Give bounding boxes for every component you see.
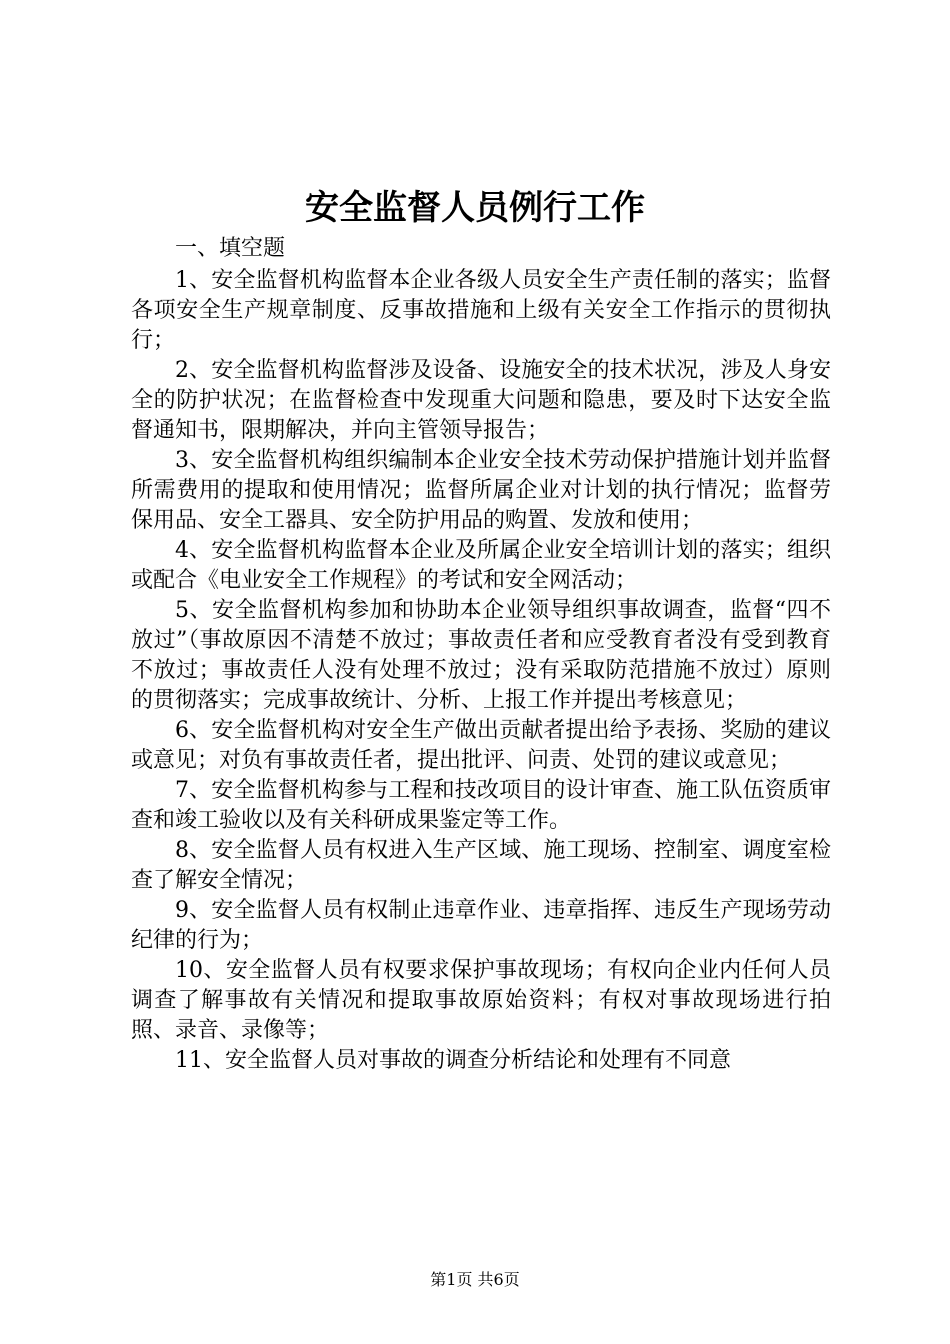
paragraph-9: 9、安全监督人员有权制止违章作业、违章指挥、违反生产现场劳动纪律的行为； — [131, 898, 831, 953]
page-footer — [0, 1270, 950, 1290]
paragraph-6: 6、安全监督机构对安全生产做出贡献者提出给予表扬、奖励的建议或意见；对负有事故责任者，提出批评、问责、处罚的建议或意见； — [131, 718, 831, 773]
paragraph-11: 11、安全监督人员对事故的调查分析结论和处理有不同意 — [175, 1048, 731, 1073]
paragraph-7: 7、安全监督机构参与工程和技改项目的设计审查、施工队伍资质审查和竣工验收以及有关科研成果鉴定等工作。 — [131, 778, 831, 833]
paragraph-2: 2、安全监督机构监督涉及设备、设施安全的技术状况，涉及人身安全的防护状况；在监督检查中发现重大问题和隐患，要及时下达安全监督通知书，限期解决，并向主管领导报告； — [131, 358, 831, 443]
paragraph-10: 10、安全监督人员有权要求保护事故现场；有权向企业内任何人员调查了解事故有关情况和提取事故原始资料；有权对事故现场进行拍照、录音、录像等； — [131, 958, 831, 1043]
paragraph-8: 8、安全监督人员有权进入生产区域、施工现场、控制室、调度室检查了解安全情况； — [131, 838, 831, 893]
section-heading-text: 一、填空题 — [175, 236, 286, 261]
paragraph-4: 4、安全监督机构监督本企业及所属企业安全培训计划的落实；组织或配合《电业安全工作规程》的考试和安全网活动； — [131, 538, 831, 593]
document-body — [131, 266, 831, 1076]
paragraph-3: 3、安全监督机构组织编制本企业安全技术劳动保护措施计划并监督所需费用的提取和使用情况；监督所属企业对计划的执行情况；监督劳保用品、安全工器具、安全防护用品的购置、发放和使用； — [131, 448, 831, 533]
page-indicator: 第1页 共6页 — [430, 1270, 520, 1289]
paragraph-1: 1、安全监督机构监督本企业各级人员安全生产责任制的落实；监督各项安全生产规章制度、反事故措施和上级有关安全工作指示的贯彻执行； — [131, 268, 831, 353]
section-heading — [131, 232, 285, 266]
document-title: 安全监督人员例行工作 — [305, 188, 645, 228]
paragraph-5: 5、安全监督机构参加和协助本企业领导组织事故调查，监督“四不放过”（事故原因不清楚不放过；事故责任者和应受教育者没有受到教育不放过；事故责任人没有处理不放过；没有采取防范措施不放过）原则的贯彻落实；完成事故统计、分析、上报工作并提出考核意见； — [131, 598, 831, 713]
